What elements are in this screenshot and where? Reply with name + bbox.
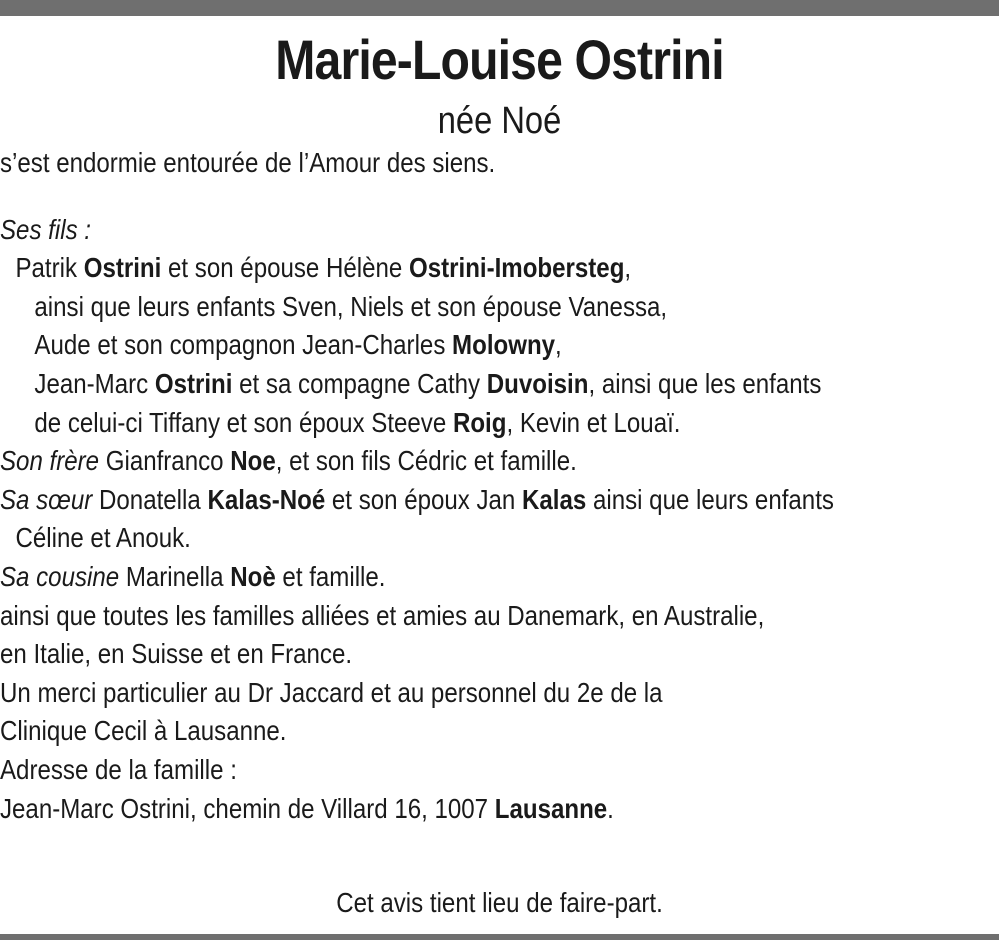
thanks-line-1: Un merci particulier au Dr Jaccard et au personnel du 2e de la [0,676,663,708]
text: , Kevin et Louaï. [506,406,681,438]
surname: Kalas-Noé [207,483,326,515]
intro-line [0,144,998,183]
text: de celui-ci Tiffany et son époux Steeve [34,406,453,438]
sons-line-5 [0,404,998,443]
relation-label: Sa sœur [0,483,93,515]
text: , [624,252,632,284]
sons-line-1 [0,249,998,288]
text: Marinella [119,560,231,592]
text: ainsi que leurs enfants [586,483,834,515]
text: Gianfranco [99,445,231,477]
sons-line-2 [0,288,998,327]
sister-line-1 [0,481,998,520]
top-rule [0,0,999,16]
sons-line-3 [0,326,998,365]
obituary-notice [0,16,999,918]
relation-label: Son frère [0,445,100,477]
surname: Kalas [522,483,587,515]
text: Jean-Marc Ostrini, chemin de Villard 16, 1007 [0,792,495,824]
thanks-line-2: Clinique Cecil à Lausanne. [0,715,287,747]
surname: Ostrini-Imobersteg [408,252,625,284]
text: Céline et Anouk. [15,522,191,554]
surname: Duvoisin [486,367,589,399]
text: et son épouse Hélène [161,252,409,284]
city: Lausanne [494,792,608,824]
address-line [0,790,998,829]
text: Patrik [15,252,84,284]
birth-name: née Noé [437,100,562,142]
text: Aude et son compagnon Jean-Charles [34,329,453,361]
address-label: Adresse de la famille : [0,753,237,785]
text: et sa compagne Cathy [232,367,487,399]
sister-line-2 [0,519,998,558]
text: ainsi que leurs enfants Sven, Niels et son épouse Vanessa, [34,290,668,322]
paragraph-gap [0,183,998,211]
notice-body [0,144,998,828]
families-line-1: ainsi que toutes les familles alliées et amies au Danemark, en Australie, [0,599,765,631]
text: et famille. [275,560,386,592]
surname: Ostrini [154,367,233,399]
cousin-line [0,558,998,597]
text: Donatella [92,483,208,515]
sons-line-4 [0,365,998,404]
sons-label: Ses fils : [0,213,91,245]
text: . [607,792,614,824]
text: , et son fils Cédric et famille. [275,445,577,477]
text: , [555,329,562,361]
intro-text: s’est endormie entourée de l’Amour des siens. [0,147,496,178]
bottom-rule [0,934,999,940]
text: Jean-Marc [34,367,155,399]
text: , ainsi que les enfants [588,367,822,399]
surname: Noè [230,560,276,592]
surname: Ostrini [83,252,162,284]
surname: Noe [230,445,276,477]
closing-note: Cet avis tient lieu de faire-part. [336,887,663,918]
surname: Molowny [452,329,556,361]
text: et son époux Jan [325,483,523,515]
relation-label: Sa cousine [0,560,120,592]
deceased-name: Marie-Louise Ostrini [275,28,724,91]
brother-line [0,442,998,481]
families-line-2: en Italie, en Suisse et en France. [0,638,353,670]
surname: Roig [452,406,507,438]
